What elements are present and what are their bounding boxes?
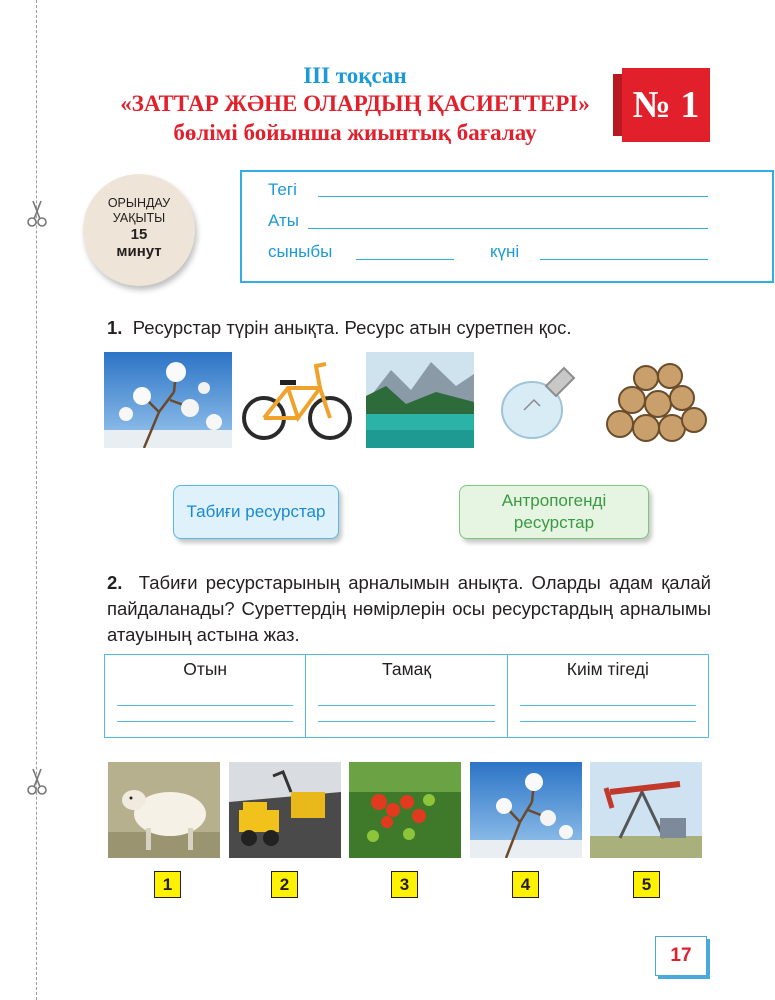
class-label: сыныбы <box>268 242 333 261</box>
column-header: Тамақ <box>381 659 432 679</box>
column-header: Киім тігеді <box>566 659 649 679</box>
task-2-number: 2. <box>107 572 123 593</box>
quarter-title: III тоқсан <box>303 63 407 88</box>
cotton-plant-image-2 <box>470 762 582 858</box>
section-title: «ЗАТТАР ЖӘНЕ ОЛАРДЫҢ ҚАСИЕТТЕРІ» <box>120 91 590 116</box>
firewood-logs-image <box>598 354 708 446</box>
assessment-subtitle: бөлімі бойынша жиынтық бағалау <box>173 120 537 145</box>
picture-number-1: 1 <box>154 871 181 898</box>
scissors-icon <box>22 198 52 228</box>
time-label-1: ОРЫНДАУ <box>107 196 171 210</box>
page-number: 17 <box>655 936 707 976</box>
date-label: күні <box>490 242 520 261</box>
time-label-2: УАҚЫТЫ <box>112 211 166 225</box>
page-header <box>100 62 610 147</box>
answer-line[interactable] <box>318 721 494 722</box>
clothing-column <box>508 655 708 737</box>
food-column <box>306 655 507 737</box>
scissors-icon <box>22 766 52 796</box>
fuel-column <box>105 655 306 737</box>
student-info-box <box>240 170 774 283</box>
picture-number-4: 4 <box>512 871 539 898</box>
natural-resources-box[interactable]: Табиғи ресурстар <box>173 485 339 539</box>
answer-line[interactable] <box>520 705 696 706</box>
tomato-plant-image <box>349 762 461 858</box>
time-unit: минут <box>116 243 162 260</box>
answer-line[interactable] <box>318 705 494 706</box>
surname-label: Тегі <box>268 180 297 199</box>
time-badge <box>83 174 195 286</box>
task-1-number: 1. <box>107 317 123 338</box>
bicycle-image <box>240 350 352 448</box>
coal-mining-truck-image <box>229 762 341 858</box>
answer-line[interactable] <box>117 721 293 722</box>
name-label: Аты <box>268 211 299 230</box>
answer-line[interactable] <box>520 721 696 722</box>
task-2 <box>107 570 711 648</box>
sheep-image <box>108 762 220 858</box>
mountain-lake-image <box>366 352 474 448</box>
light-bulb-image <box>494 356 580 446</box>
name-field[interactable] <box>308 228 708 229</box>
date-field[interactable] <box>540 259 708 260</box>
task-1-text: Ресурстар түрін анықта. Ресурс атын суретпен қос. <box>132 317 572 338</box>
usage-table <box>104 654 709 738</box>
column-header: Отын <box>183 659 228 679</box>
task-1 <box>107 315 707 341</box>
cut-line <box>36 0 37 1000</box>
anthropogenic-resources-box[interactable]: Антропогенді ресурстар <box>459 485 649 539</box>
time-minutes: 15 <box>130 226 148 243</box>
picture-number-3: 3 <box>391 871 418 898</box>
cotton-plant-image <box>104 352 232 448</box>
oil-pump-image <box>590 762 702 858</box>
class-field[interactable] <box>356 259 454 260</box>
answer-line[interactable] <box>117 705 293 706</box>
task-2-text: Табиғи ресурстарының арналымын анықта. Оларды адам қалай пайдаланады? Суреттердің нөмірлерін осы ресурстардың арналымы атауының астына жаз. <box>107 572 712 645</box>
surname-field[interactable] <box>318 196 708 197</box>
picture-number-5: 5 <box>633 871 660 898</box>
picture-number-2: 2 <box>271 871 298 898</box>
number-badge: № 1 <box>622 68 710 142</box>
